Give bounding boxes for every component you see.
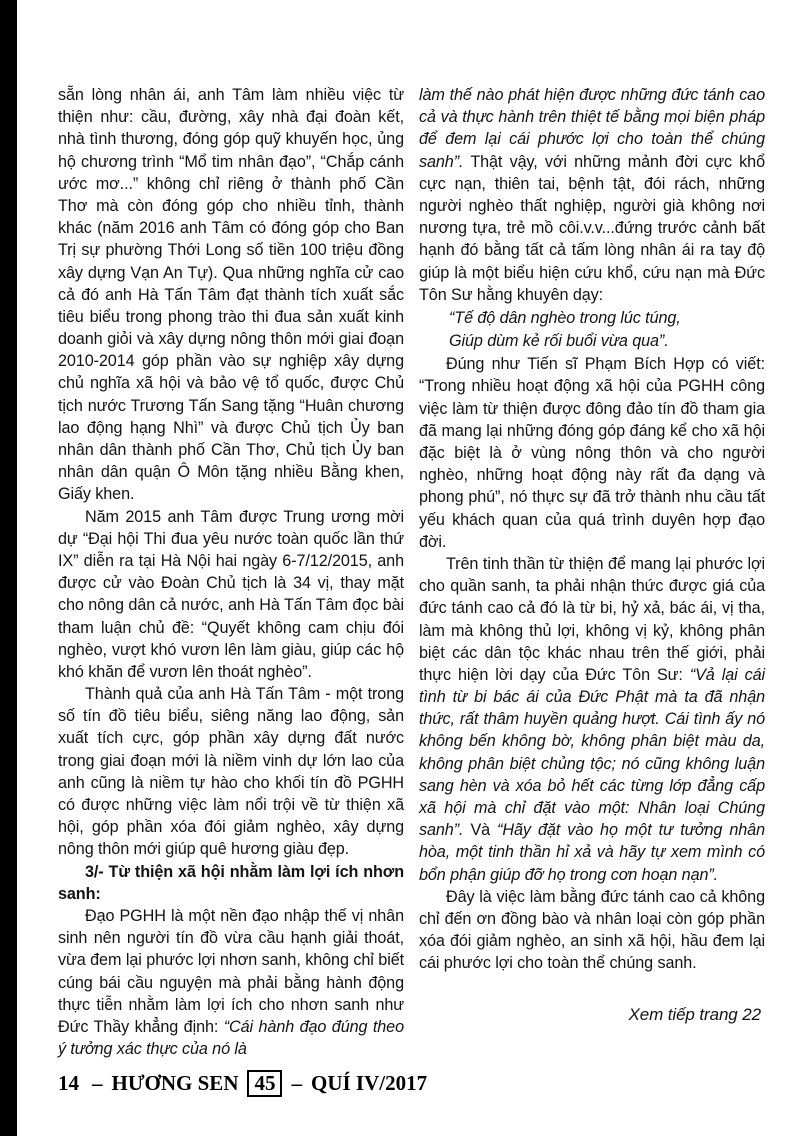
text-segment: Thành quả của anh Hà Tấn Tâm - một trong số tín đồ tiêu biểu, siêng năng lao động, sản xuất tích cực, góp phần xây dựng đất nước trong giai đoạn mới là niềm vinh dự lớn lao của anh cũng là niềm tự hào cho khối tín đồ PGHH có được những việc làm nổi trội về từ thiện xã hội, góp phần xóa đói giảm nghèo, xây dựng nông thôn mới giúp quê hương giàu đẹp. [58, 685, 404, 859]
scan-edge-artifact [0, 0, 17, 1136]
text-segment: Xem tiếp trang 22 [628, 1004, 761, 1024]
text-segment: Và [463, 821, 498, 840]
paragraph [58, 683, 404, 861]
page-number: 14 [58, 1070, 79, 1095]
paragraph [58, 905, 404, 1060]
text-segment: làm thế nào phát hiện được những đức tánh cao cả và thực hành trên thiệt tế bằng mọi biện pháp để đem lại cái phước lợi cho toàn thể chúng sanh”. [419, 86, 765, 171]
column-left [58, 84, 404, 1060]
paragraph [419, 886, 765, 975]
footer-period: QUÍ IV/2017 [310, 1070, 428, 1095]
verse-line [449, 307, 765, 329]
text-segment: Giúp dùm kẻ rối buổi vừa qua”. [449, 332, 669, 351]
text-segment: Đây là việc làm bằng đức tánh cao cả không chỉ đến ơn đồng bào và nhân loại còn góp phần xóa đói giảm nghèo, an sinh xã hội, hầu đem lại cái phước lợi cho toàn thể chúng sanh. [419, 887, 765, 973]
footer-dash-icon: – [92, 1070, 103, 1095]
text-segment: Thật vậy, với những mảnh đời cực khổ cực nạn, thiên tai, bệnh tật, đói rách, những người nghèo thất nghiệp, người già không nơi nương tựa, trẻ mồ côi.v.v...đứng trước cảnh bất hạnh đó bằng tất cả tấm lòng nhân ái ra tay độ giúp là một biểu hiện cứu khổ, cứu nạn mà Đức Tôn Sư hằng khuyên dạy: [419, 152, 765, 304]
paragraph [419, 84, 765, 306]
text-segment: “Vả lại cái tình từ bi bác ái của Đức Phật mà ta đã nhận thức, rất thâm huyền quảng hượt. Cái tình ấy nó không bến không bờ, không phân biệt màu da, không phân biệt chủng tộc; nó cũng không luận sang hèn và xóa bỏ hết các từng lớp đẳng cấp xã hội mà chỉ đặt vào một: Nhân loại Chúng sanh”. [419, 665, 765, 840]
text-segment: “Cái hành đạo đúng theo ý tưởng xác thực của nó là [58, 1017, 404, 1059]
text-segment: Trên tinh thần từ thiện để mang lại phước lợi cho quần sanh, ta phải nhận thức được giá của đức tánh cao cả đó là từ bi, hỷ xả, bác ái, vị tha, làm mà không thủ lợi, không vị kỷ, không phân biệt các dân tộc khác nhau trên thế giới, phải thực hiện lời dạy của Đức Tôn Sư: [419, 554, 765, 684]
section-heading [58, 861, 404, 905]
verse-line [449, 330, 765, 352]
issue-number-box: 45 [247, 1070, 282, 1097]
text-segment: sẵn lòng nhân ái, anh Tâm làm nhiều việc từ thiện như: cầu, đường, xây nhà đại đoàn kết, nhà tình thương, đóng góp quỹ khuyến học, ủng hộ chương trình “Mổ tim nhân đạo”, “Chắp cánh ước mơ...” không chỉ riêng ở thành phố Cần Thơ mà còn đóng góp cho nhiều tỉnh, thành khác (năm 2016 anh Tâm có đóng góp cho Ban Trị sự phường Thới Long số tiền 100 triệu đồng xây dựng Vạn An Tự). Qua những nghĩa cử cao cả đó anh Hà Tấn Tâm đạt thành tích xuất sắc tiêu biểu trong phong trào thi đua sản xuất kinh doanh giỏi và xây dựng nông thôn mới giai đoạn 2010-2014 góp phần vào sự nghiệp xây dựng chủ nghĩa xã hội và bảo vệ tổ quốc, được Chủ tịch nước Trương Tấn Sang tặng “Huân chương lao động hạng Nhì” và được Chủ tịch Ủy ban nhân dân thành phố Cần Thơ, Chủ tịch Ủy ban nhân dân quận Ô Môn tặng nhiều Bằng khen, Giấy khen. [58, 86, 404, 504]
paragraph [58, 506, 404, 684]
text-segment: Đạo PGHH là một nền đạo nhập thế vị nhân sinh nên người tín đồ vừa cầu hạnh giải thoát, vừa đem lại phước lợi nhơn sanh, không chỉ biết cúng bái cầu nguyện mà phải bằng hành động thực tiễn nhằm làm lợi ích cho nhơn sanh như Đức Thầy khẳng định: [58, 906, 404, 1036]
footer-dash-icon: – [291, 1070, 302, 1095]
column-right [419, 84, 765, 1060]
magazine-name: HƯƠNG SEN [111, 1070, 239, 1095]
page-footer [58, 1070, 427, 1097]
article-body [58, 84, 765, 1060]
continuation-note [419, 1003, 765, 1026]
text-segment: “Hãy đặt vào họ một tư tưởng nhân hòa, một tinh thần hỉ xả và hãy tự xem mình có bổn phận giúp đỡ họ trong cơn hoạn nạn”. [419, 821, 765, 884]
paragraph [419, 553, 765, 886]
text-segment: “Tế độ dân nghèo trong lúc túng, [449, 308, 681, 327]
text-segment: Năm 2015 anh Tâm được Trung ương mời dự “Đại hội Thi đua yêu nước toàn quốc lần thứ IX” diễn ra tại Hà Nội hai ngày 6-7/12/2015, anh được cử vào Đoàn Chủ tịch là 34 vị, thay mặt cho nông dân cả nước, anh Hà Tấn Tâm đọc bài tham luận chủ đề: “Quyết không cam chịu đói nghèo, vượt khó vươn lên làm giàu, giúp các hộ khó khăn để vươn lên thoát nghèo”. [58, 507, 404, 681]
text-segment: Đúng như Tiến sĩ Phạm Bích Hợp có viết: “Trong nhiều hoạt động xã hội của PGHH công việc làm từ thiện được đông đảo tín đồ tham gia đã mang lại những đóng góp đáng kể cho xã hội đặc biệt là ở vùng nông thôn và cho người nghèo, những hoạt động này rất đa dạng và phong phú”, nó thực sự đã trở thành nhu cầu tất yếu khách quan của quá trình duyên hợp đạo đời. [419, 355, 765, 551]
text-segment: 3/- Từ thiện xã hội nhằm làm lợi ích nhơn sanh: [58, 862, 404, 903]
paragraph [419, 353, 765, 553]
paragraph [58, 84, 404, 506]
